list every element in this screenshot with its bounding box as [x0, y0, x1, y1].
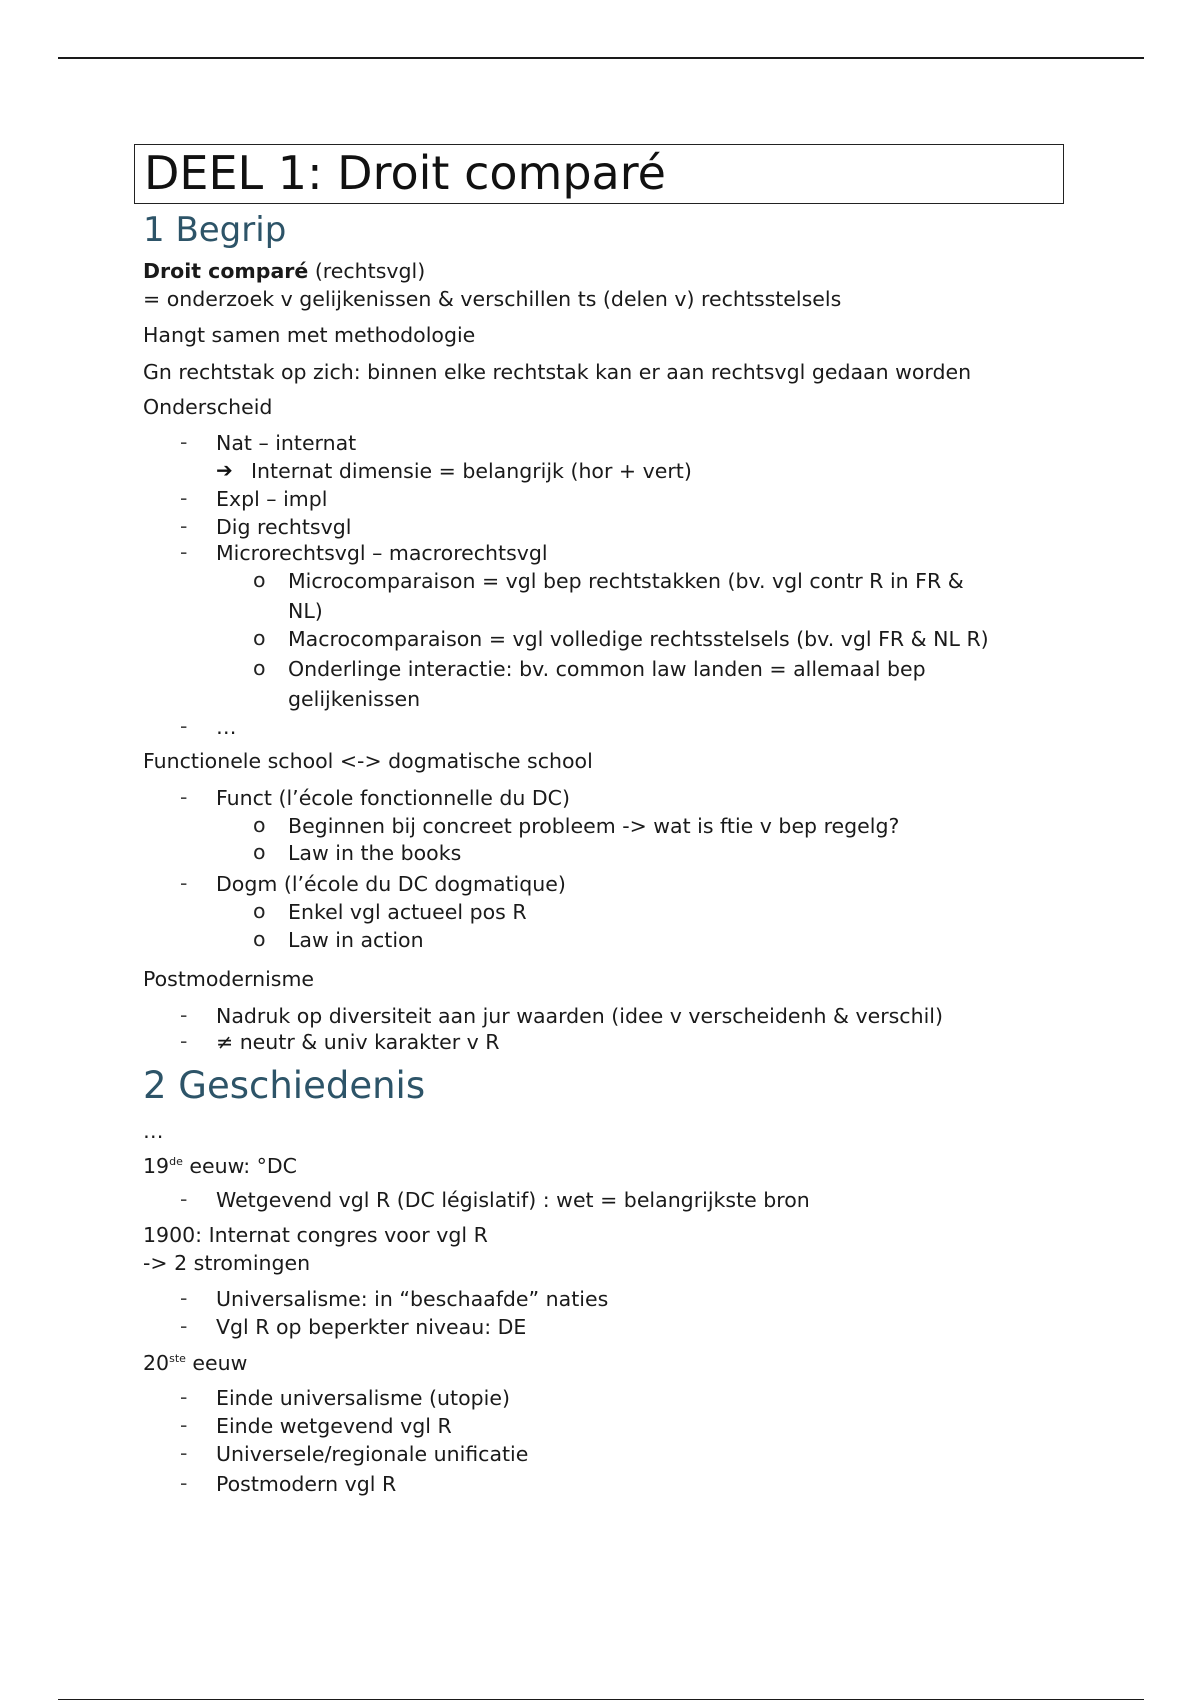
paragraph-1900: 1900: Internat congres voor vgl R: [143, 1223, 488, 1247]
list-bullet: -: [180, 1286, 188, 1310]
paragraph-postmodernisme: Postmodernisme: [143, 967, 315, 991]
paragraph-19th-century: [143, 1153, 297, 1179]
list-item: Funct (l’école fonctionnelle du DC): [216, 786, 570, 810]
century-superscript: ste: [169, 1352, 186, 1365]
list-bullet: -: [180, 871, 188, 895]
list-item: Nadruk op diversiteit aan jur waarden (idee v verscheidenh & verschil): [216, 1004, 943, 1028]
paragraph-schools: Functionele school <-> dogmatische school: [143, 749, 593, 773]
document-title-box: [134, 144, 1064, 204]
century-number: 19: [143, 1154, 170, 1178]
sub-list-item: Onderlinge interactie: bv. common law landen = allemaal bep: [288, 657, 926, 681]
century-rest: eeuw: [185, 1351, 248, 1375]
list-item: Postmodern vgl R: [216, 1472, 397, 1496]
list-bullet: -: [180, 1314, 188, 1338]
sub-bullet: o: [253, 927, 266, 951]
sub-list-item: Macrocomparaison = vgl volledige rechtsstelsels (bv. vgl FR & NL R): [288, 627, 989, 651]
sub-list-item: Law in action: [288, 928, 424, 952]
section-heading-begrip: 1 Begrip: [143, 210, 287, 250]
list-item: Universalisme: in “beschaafde” naties: [216, 1287, 609, 1311]
sub-list-item: Microcomparaison = vgl bep rechtstakken (bv. vgl contr R in FR &: [288, 569, 964, 593]
list-item: Dogm (l’école du DC dogmatique): [216, 872, 566, 896]
list-item: Universele/regionale unificatie: [216, 1442, 529, 1466]
list-item: …: [216, 715, 237, 739]
list-bullet: -: [180, 714, 188, 738]
sub-list-item-cont: gelijkenissen: [288, 687, 421, 711]
paragraph-methodologie: Hangt samen met methodologie: [143, 323, 476, 347]
sub-bullet: o: [253, 656, 266, 680]
list-bullet: -: [180, 785, 188, 809]
sub-list-item: Enkel vgl actueel pos R: [288, 900, 527, 924]
century-number: 20: [143, 1351, 170, 1375]
century-rest: eeuw: °DC: [182, 1154, 297, 1178]
sub-bullet: o: [253, 626, 266, 650]
list-bullet: -: [180, 1003, 188, 1027]
list-bullet: -: [180, 1471, 188, 1495]
header-rule: [58, 57, 1144, 59]
list-bullet: -: [180, 430, 188, 454]
list-item: Einde wetgevend vgl R: [216, 1414, 452, 1438]
paragraph-20th-century: [143, 1350, 247, 1376]
list-item: Dig rechtsvgl: [216, 515, 352, 539]
paragraph-ellipsis: …: [143, 1119, 164, 1143]
paragraph-onderscheid: Onderscheid: [143, 395, 273, 419]
list-bullet: -: [180, 486, 188, 510]
sub-bullet: o: [253, 813, 266, 837]
century-superscript: de: [169, 1155, 183, 1168]
section-heading-geschiedenis: 2 Geschiedenis: [143, 1064, 426, 1107]
sub-list-item-cont: NL): [288, 599, 323, 623]
list-item: Vgl R op beperkter niveau: DE: [216, 1315, 527, 1339]
list-item: Microrechtsvgl – macrorechtsvgl: [216, 541, 548, 565]
sub-list-item: Law in the books: [288, 841, 462, 865]
list-bullet: -: [180, 1187, 188, 1211]
list-item: Nat – internat: [216, 431, 357, 455]
definition-term: Droit comparé: [143, 259, 309, 283]
document-title: DEEL 1: Droit comparé: [144, 146, 666, 200]
arrow-icon: ➔: [216, 458, 233, 482]
sub-bullet: o: [253, 899, 266, 923]
definition-term-paren: (rechtsvgl): [308, 259, 426, 283]
paragraph-1900-cont: -> 2 stromingen: [143, 1251, 311, 1275]
list-item: ≠ neutr & univ karakter v R: [216, 1030, 500, 1054]
list-bullet: -: [180, 1441, 188, 1465]
list-bullet: -: [180, 1029, 188, 1053]
list-item-arrow-text: Internat dimensie = belangrijk (hor + vert): [251, 459, 692, 483]
list-bullet: -: [180, 1413, 188, 1437]
list-item: Einde universalisme (utopie): [216, 1386, 510, 1410]
list-bullet: -: [180, 540, 188, 564]
list-item: Expl – impl: [216, 487, 328, 511]
sub-bullet: o: [253, 840, 266, 864]
sub-list-item: Beginnen bij concreet probleem -> wat is ftie v bep regelg?: [288, 814, 900, 838]
paragraph-rechtstak: Gn rechtstak op zich: binnen elke rechtstak kan er aan rechtsvgl gedaan worden: [143, 360, 972, 384]
definition-term-line: [143, 258, 425, 284]
list-bullet: -: [180, 1385, 188, 1409]
definition-text: = onderzoek v gelijkenissen & verschillen ts (delen v) rechtsstelsels: [143, 287, 842, 311]
sub-bullet: o: [253, 568, 266, 592]
list-item: Wetgevend vgl R (DC législatif) : wet = belangrijkste bron: [216, 1188, 810, 1212]
list-bullet: -: [180, 514, 188, 538]
